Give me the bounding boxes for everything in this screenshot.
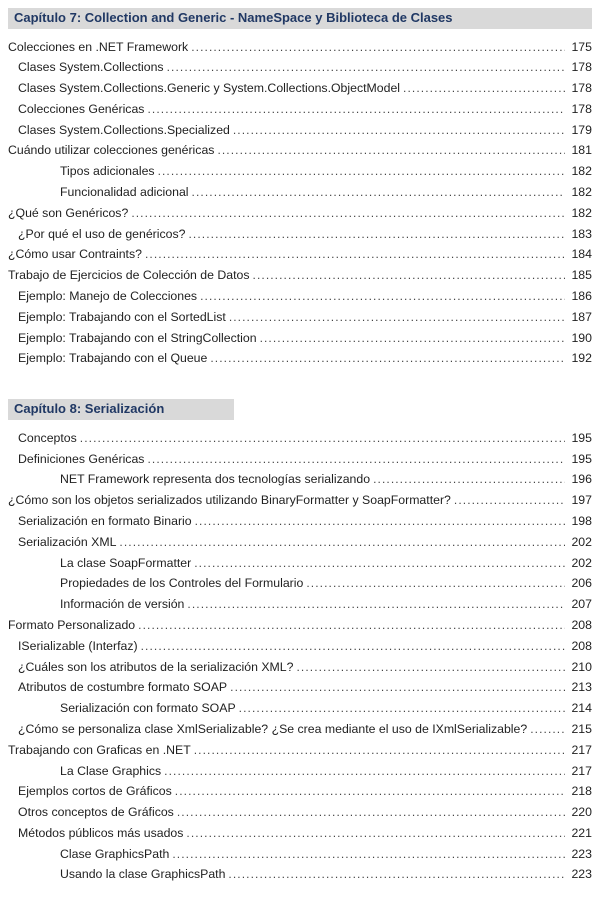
- toc-entry-title: Serialización XML: [18, 534, 117, 549]
- toc-entry: [8, 615, 592, 636]
- leader-dots: [217, 140, 565, 161]
- toc-entry-title: Información de versión: [60, 597, 185, 612]
- toc-entry-page: 217: [571, 742, 592, 757]
- leader-dots: [131, 203, 565, 224]
- leader-dots: [195, 511, 565, 532]
- toc-entry-title: Ejemplo: Trabajando con el Queue: [18, 351, 208, 366]
- toc-entry: [60, 553, 592, 574]
- leader-dots: [191, 37, 565, 58]
- toc-entry-page: 187: [571, 309, 592, 324]
- toc-entry: [18, 57, 592, 78]
- chapter-section: [8, 8, 592, 369]
- toc-entry: [60, 182, 592, 203]
- leader-dots: [296, 657, 565, 678]
- toc-entry-page: 178: [571, 60, 592, 75]
- toc-entry: [18, 224, 592, 245]
- toc-entry-title: ¿Por qué el uso de genéricos?: [18, 226, 186, 241]
- leader-dots: [454, 490, 565, 511]
- leader-dots: [187, 594, 565, 615]
- toc-entry-page: 221: [571, 825, 592, 840]
- toc-entry-title: ISerializable (Interfaz): [18, 638, 138, 653]
- toc-entry: [60, 844, 592, 865]
- leader-dots: [138, 615, 565, 636]
- toc-entry-title: La Clase Graphics: [60, 763, 162, 778]
- leader-dots: [200, 286, 565, 307]
- toc-entry: [60, 573, 592, 594]
- toc-entry-page: 208: [571, 638, 592, 653]
- toc-entry-page: 195: [571, 430, 592, 445]
- toc-entry-title: ¿Cuáles son los atributos de la serialización XML?: [18, 659, 294, 674]
- toc-entry: [18, 449, 592, 470]
- leader-dots: [210, 348, 565, 369]
- toc-entry: [60, 161, 592, 182]
- toc-entry-page: 190: [571, 330, 592, 345]
- toc-entry-title: Clases System.Collections: [18, 60, 164, 75]
- toc-entry-title: Colecciones en .NET Framework: [8, 39, 189, 54]
- toc-entry-page: 223: [571, 867, 592, 882]
- leader-dots: [230, 677, 565, 698]
- toc-entry-page: 208: [571, 617, 592, 632]
- toc-entry-title: Clases System.Collections.Generic y System.Collections.ObjectModel: [18, 81, 401, 96]
- toc-entry-page: 215: [571, 721, 592, 736]
- toc-entry-title: Cuándo utilizar colecciones genéricas: [8, 143, 215, 158]
- toc-entry-title: Clases System.Collections.Specialized: [18, 122, 230, 137]
- toc-entry: [60, 469, 592, 490]
- leader-dots: [141, 636, 565, 657]
- leader-dots: [177, 802, 565, 823]
- toc-entry: [18, 120, 592, 141]
- leader-dots: [164, 761, 565, 782]
- toc-entry-page: 182: [571, 205, 592, 220]
- toc-entry-title: NET Framework representa dos tecnologías serializando: [60, 472, 371, 487]
- toc-entry-title: Ejemplo: Trabajando con el StringCollection: [18, 330, 257, 345]
- toc-entry-title: Serialización en formato Binario: [18, 513, 192, 528]
- toc-entry-page: 192: [571, 351, 592, 366]
- toc-entry-page: 175: [571, 39, 592, 54]
- toc-entry-page: 218: [571, 784, 592, 799]
- toc-entry-page: 178: [571, 81, 592, 96]
- toc-entry-title: La clase SoapFormatter: [60, 555, 192, 570]
- toc-entry-title: Atributos de costumbre formato SOAP: [18, 680, 228, 695]
- toc-entry: [18, 78, 592, 99]
- toc-entry: [18, 823, 592, 844]
- leader-dots: [172, 844, 565, 865]
- leader-dots: [403, 78, 565, 99]
- toc-entry-list: [8, 37, 592, 370]
- toc-entry-page: 220: [571, 805, 592, 820]
- leader-dots: [373, 469, 565, 490]
- toc-entry-page: 207: [571, 597, 592, 612]
- toc-entry-page: 196: [571, 472, 592, 487]
- leader-dots: [80, 428, 565, 449]
- leader-dots: [188, 224, 565, 245]
- toc-entry-list: [8, 428, 592, 886]
- toc-entry-title: Colecciones Genéricas: [18, 101, 145, 116]
- toc-entry: [18, 99, 592, 120]
- toc-entry: [18, 781, 592, 802]
- leader-dots: [194, 740, 565, 761]
- toc-entry-page: 185: [571, 268, 592, 283]
- toc-entry-page: 217: [571, 763, 592, 778]
- toc-entry-title: Propiedades de los Controles del Formulario: [60, 576, 304, 591]
- toc-entry-title: Serialización con formato SOAP: [60, 701, 236, 716]
- table-of-contents: [8, 8, 592, 885]
- toc-entry-page: 182: [571, 164, 592, 179]
- toc-entry-page: 184: [571, 247, 592, 262]
- toc-entry: [60, 761, 592, 782]
- toc-entry-title: Trabajo de Ejercicios de Colección de Datos: [8, 268, 250, 283]
- toc-entry: [18, 802, 592, 823]
- toc-entry-title: Ejemplos cortos de Gráficos: [18, 784, 172, 799]
- toc-entry-page: 182: [571, 185, 592, 200]
- toc-entry: [8, 203, 592, 224]
- toc-entry: [8, 490, 592, 511]
- toc-entry-title: Formato Personalizado: [8, 617, 136, 632]
- leader-dots: [147, 99, 565, 120]
- leader-dots: [260, 328, 565, 349]
- toc-entry-title: ¿Qué son Genéricos?: [8, 205, 129, 220]
- toc-entry-title: Funcionalidad adicional: [60, 185, 189, 200]
- toc-entry-page: 183: [571, 226, 592, 241]
- leader-dots: [233, 120, 565, 141]
- toc-entry: [18, 719, 592, 740]
- toc-entry-page: 195: [571, 451, 592, 466]
- toc-entry: [18, 532, 592, 553]
- toc-entry: [60, 698, 592, 719]
- toc-entry-page: 198: [571, 513, 592, 528]
- toc-entry-page: 206: [571, 576, 592, 591]
- toc-entry: [18, 677, 592, 698]
- toc-entry: [60, 594, 592, 615]
- leader-dots: [239, 698, 565, 719]
- leader-dots: [167, 57, 565, 78]
- toc-entry-page: 202: [571, 534, 592, 549]
- leader-dots: [119, 532, 565, 553]
- toc-entry: [8, 244, 592, 265]
- leader-dots: [194, 553, 565, 574]
- toc-entry: [18, 657, 592, 678]
- toc-entry-page: 214: [571, 701, 592, 716]
- leader-dots: [306, 573, 565, 594]
- toc-entry-title: Definiciones Genéricas: [18, 451, 145, 466]
- toc-entry: [60, 864, 592, 885]
- toc-entry-page: 223: [571, 846, 592, 861]
- toc-entry-title: Tipos adicionales: [60, 164, 155, 179]
- toc-entry-page: 179: [571, 122, 592, 137]
- leader-dots: [145, 244, 565, 265]
- toc-entry: [18, 307, 592, 328]
- toc-entry-title: Conceptos: [18, 430, 77, 445]
- toc-entry-page: 186: [571, 289, 592, 304]
- leader-dots: [186, 823, 565, 844]
- toc-entry-page: 197: [571, 493, 592, 508]
- toc-entry-page: 213: [571, 680, 592, 695]
- toc-entry-title: ¿Cómo se personaliza clase XmlSerializable? ¿Se crea mediante el uso de IXmlSerializable?: [18, 721, 528, 736]
- chapter-heading: Capítulo 8: Serialización: [8, 399, 234, 420]
- toc-entry-title: Clase GraphicsPath: [60, 846, 170, 861]
- toc-entry: [8, 37, 592, 58]
- toc-entry-title: Otros conceptos de Gráficos: [18, 805, 174, 820]
- leader-dots: [147, 449, 565, 470]
- toc-entry-title: ¿Cómo son los objetos serializados utilizando BinaryFormatter y SoapFormatter?: [8, 493, 451, 508]
- leader-dots: [530, 719, 565, 740]
- leader-dots: [175, 781, 565, 802]
- leader-dots: [253, 265, 565, 286]
- toc-entry-page: 210: [571, 659, 592, 674]
- toc-entry-page: 178: [571, 101, 592, 116]
- leader-dots: [192, 182, 565, 203]
- toc-entry-title: Métodos públicos más usados: [18, 825, 184, 840]
- toc-entry-title: Ejemplo: Trabajando con el SortedList: [18, 309, 226, 324]
- toc-entry-title: Usando la clase GraphicsPath: [60, 867, 226, 882]
- toc-entry: [8, 140, 592, 161]
- toc-entry-title: ¿Cómo usar Contraints?: [8, 247, 142, 262]
- toc-entry: [18, 428, 592, 449]
- toc-entry-page: 202: [571, 555, 592, 570]
- toc-entry-title: Ejemplo: Manejo de Colecciones: [18, 289, 198, 304]
- toc-entry-page: 181: [571, 143, 592, 158]
- toc-entry: [18, 511, 592, 532]
- chapter-heading: Capítulo 7: Collection and Generic - NameSpace y Biblioteca de Clases: [8, 8, 592, 29]
- leader-dots: [229, 307, 565, 328]
- toc-entry: [18, 286, 592, 307]
- leader-dots: [228, 864, 565, 885]
- toc-entry: [8, 265, 592, 286]
- chapter-section: [8, 399, 592, 885]
- toc-entry: [18, 328, 592, 349]
- leader-dots: [158, 161, 565, 182]
- toc-entry: [18, 348, 592, 369]
- toc-entry: [18, 636, 592, 657]
- toc-entry: [8, 740, 592, 761]
- toc-entry-title: Trabajando con Graficas en .NET: [8, 742, 191, 757]
